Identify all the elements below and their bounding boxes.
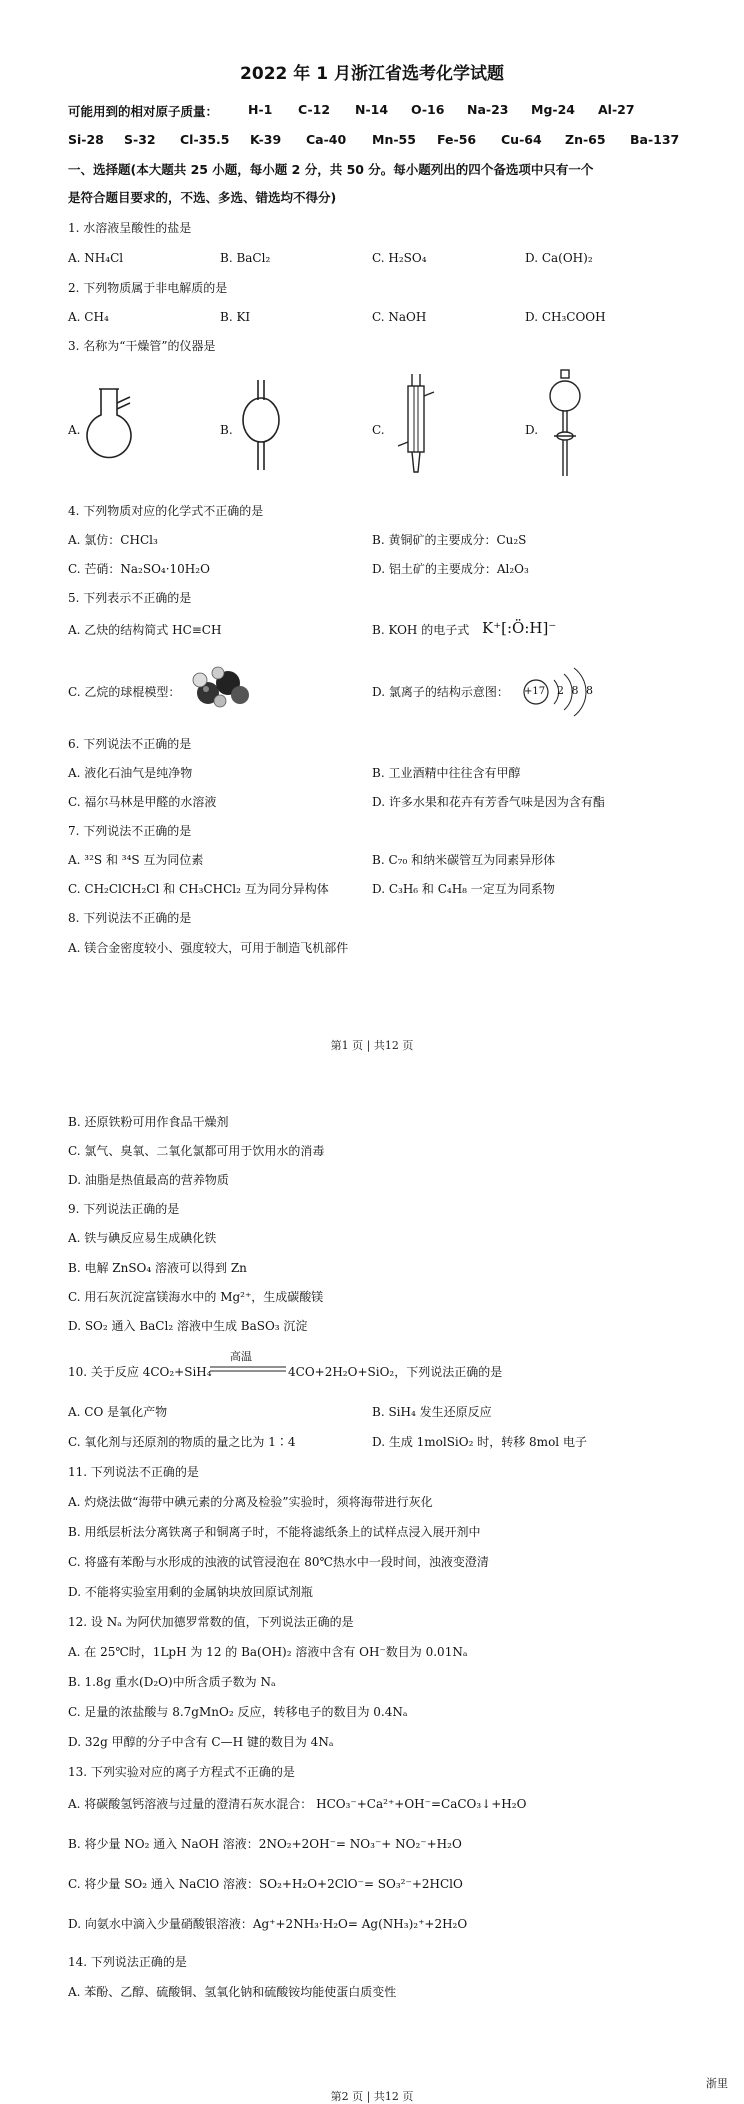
q4-option-d: D. 铝土矿的主要成分：Al₂O₃ [372, 562, 529, 576]
q4-option-a: A. 氯仿：CHCl₃ [68, 533, 158, 547]
q12-option-b: B. 1.8g 重水(D₂O)中所含质子数为 Nₐ [68, 1675, 276, 1689]
q7-option-b: B. C₇₀ 和纳米碳管互为同素异形体 [372, 853, 556, 867]
q11-option-b: B. 用纸层析法分离铁离子和铜离子时，不能将滤纸条上的试样点浸入展开剂中 [68, 1525, 481, 1539]
q10-option-b: B. SiH₄ 发生还原反应 [372, 1405, 492, 1419]
q6-option-b: B. 工业酒精中往往含有甲醇 [372, 766, 521, 780]
drying-tube-icon [236, 378, 286, 473]
page-title: 2022 年 1 月浙江省选考化学试题 [240, 64, 504, 84]
q6-option-d: D. 许多水果和花卉有芳香气味是因为含有酯 [372, 795, 605, 809]
q8-option-b: B. 还原铁粉可用作食品干燥剂 [68, 1115, 229, 1129]
q5-stem: 5. 下列表示不正确的是 [68, 591, 192, 605]
q4-stem: 4. 下列物质对应的化学式不正确的是 [68, 504, 264, 518]
q11-option-a: A. 灼烧法做“海带中碘元素的分离及检验”实验时，须将海带进行灰化 [68, 1495, 433, 1509]
q3-option-c: C. [372, 423, 385, 437]
mass-c: C-12 [298, 102, 331, 117]
q14-stem: 14. 下列说法正确的是 [68, 1955, 187, 1969]
mass-mg: Mg-24 [531, 102, 575, 117]
q10-option-c: C. 氧化剂与还原剂的物质的量之比为 1∶4 [68, 1435, 296, 1449]
q12-stem: 12. 设 Nₐ 为阿伏加德罗常数的值，下列说法正确的是 [68, 1615, 354, 1629]
mass-ba: Ba-137 [630, 132, 680, 147]
mass-si: Si-28 [68, 132, 104, 147]
q6-stem: 6. 下列说法不正确的是 [68, 737, 192, 751]
q14-option-a: A. 苯酚、乙醇、硫酸铜、氢氧化钠和硫酸铵均能使蛋白质变性 [68, 1985, 397, 1999]
q8-option-d: D. 油脂是热值最高的营养物质 [68, 1173, 229, 1187]
q9-option-a: A. 铁与碘反应易生成碘化铁 [68, 1231, 217, 1245]
round-bottom-flask-icon [84, 385, 134, 470]
q1-option-c: C. H₂SO₄ [372, 251, 427, 265]
condenser-icon [392, 372, 442, 477]
mass-cu: Cu-64 [501, 132, 542, 147]
q8-option-a: A. 镁合金密度较小、强度较大，可用于制造飞机部件 [68, 941, 349, 955]
q10-stem-right: 4CO+2H₂O+SiO₂，下列说法正确的是 [288, 1365, 503, 1379]
q11-option-c: C. 将盛有苯酚与水形成的浊液的试管浸泡在 80℃热水中一段时间，浊液变澄清 [68, 1555, 489, 1569]
q13-option-b: B. 将少量 NO₂ 通入 NaOH 溶液：2NO₂+2OH⁻= NO₃⁻+ NO₂⁻+H₂O [68, 1837, 462, 1851]
q9-option-d: D. SO₂ 通入 BaCl₂ 溶液中生成 BaSO₃ 沉淀 [68, 1319, 308, 1333]
mass-k: K-39 [250, 132, 282, 147]
q7-option-a: A. ³²S 和 ³⁴S 互为同位素 [68, 853, 204, 867]
q1-option-d: D. Ca(OH)₂ [525, 251, 593, 265]
q6-option-c: C. 福尔马林是甲醛的水溶液 [68, 795, 217, 809]
q1-stem: 1. 水溶液呈酸性的盐是 [68, 221, 192, 235]
ethane-ball-stick-model-icon [190, 665, 254, 709]
page-footer-2: 第2 页 | 共12 页 [330, 2090, 414, 2103]
q5-option-b: B. KOH 的电子式 [372, 623, 470, 637]
q9-option-b: B. 电解 ZnSO₄ 溶液可以得到 Zn [68, 1261, 247, 1275]
q11-stem: 11. 下列说法不正确的是 [68, 1465, 199, 1479]
mass-na: Na-23 [467, 102, 509, 117]
q8-option-c: C. 氯气、臭氧、二氧化氯都可用于饮用水的消毒 [68, 1144, 325, 1158]
mass-n: N-14 [355, 102, 389, 117]
q13-stem: 13. 下列实验对应的离子方程式不正确的是 [68, 1765, 295, 1779]
q2-option-c: C. NaOH [372, 310, 427, 324]
q4-option-b: B. 黄铜矿的主要成分：Cu₂S [372, 533, 527, 547]
q12-option-c: C. 足量的浓盐酸与 8.7gMnO₂ 反应，转移电子的数目为 0.4Nₐ [68, 1705, 408, 1719]
section-header-line1: 一、选择题(本大题共 25 小题，每小题 2 分，共 50 分。每小题列出的四个备选项中只有一个 [68, 162, 594, 177]
mass-mn: Mn-55 [372, 132, 416, 147]
mass-al: Al-27 [598, 102, 635, 117]
separatory-funnel-icon [540, 368, 590, 480]
q1-option-a: A. NH₄Cl [68, 251, 124, 265]
mass-cl: Cl-35.5 [180, 132, 230, 147]
mass-fe: Fe-56 [437, 132, 477, 147]
section-header-line2: 是符合题目要求的，不选、多选、错选均不得分) [68, 190, 337, 205]
q11-option-d: D. 不能将实验室用剩的金属钠块放回原试剂瓶 [68, 1585, 313, 1599]
q3-option-d: D. [525, 423, 539, 437]
q7-option-d: D. C₃H₆ 和 C₄H₈ 一定互为同系物 [372, 882, 555, 896]
q6-option-a: A. 液化石油气是纯净物 [68, 766, 193, 780]
q12-option-a: A. 在 25℃时，1LpH 为 12 的 Ba(OH)₂ 溶液中含有 OH⁻数目为 0.01Nₐ [68, 1645, 468, 1659]
q3-option-b: B. [220, 423, 233, 437]
q2-option-a: A. CH₄ [68, 310, 109, 324]
reaction-equals-sign [210, 1366, 286, 1374]
q5-option-d: D. 氯离子的结构示意图： [372, 685, 509, 699]
koh-electron-formula: K⁺[:Ö:H]⁻ [482, 619, 557, 637]
q10-condition: 高温 [230, 1350, 252, 1363]
mass-zn: Zn-65 [565, 132, 606, 147]
q1-option-b: B. BaCl₂ [220, 251, 271, 265]
q2-stem: 2. 下列物质属于非电解质的是 [68, 281, 228, 295]
mass-o: O-16 [411, 102, 445, 117]
q4-option-c: C. 芒硝：Na₂SO₄·10H₂O [68, 562, 210, 576]
q13-option-a: A. 将碳酸氢钙溶液与过量的澄清石灰水混合： HCO₃⁻+Ca²⁺+OH⁻=CaCO₃↓+H₂O [68, 1797, 527, 1811]
q9-stem: 9. 下列说法正确的是 [68, 1202, 180, 1216]
q7-option-c: C. CH₂ClCH₂Cl 和 CH₃CHCl₂ 互为同分异构体 [68, 882, 329, 896]
page-footer-1: 第1 页 | 共12 页 [330, 1039, 414, 1052]
q13-option-c: C. 将少量 SO₂ 通入 NaClO 溶液：SO₂+H₂O+2ClO⁻= SO₃²⁻+2HClO [68, 1877, 463, 1891]
q2-option-b: B. KI [220, 310, 251, 324]
q2-option-d: D. CH₃COOH [525, 310, 606, 324]
masses-label: 可能用到的相对原子质量： [68, 104, 219, 119]
mass-h: H-1 [248, 102, 273, 117]
q5-option-c: C. 乙烷的球棍模型： [68, 685, 181, 699]
mass-s: S-32 [124, 132, 156, 147]
corner-text: 浙里 [706, 2077, 728, 2090]
q12-option-d: D. 32g 甲醇的分子中含有 C—H 键的数目为 4Nₐ [68, 1735, 334, 1749]
q10-option-d: D. 生成 1molSiO₂ 时，转移 8mol 电子 [372, 1435, 587, 1449]
q3-option-a: A. [68, 423, 81, 437]
mass-ca: Ca-40 [306, 132, 347, 147]
chloride-nucleus-charge: +17 [524, 686, 546, 697]
q10-stem-left: 10. 关于反应 4CO₂+SiH₄ [68, 1365, 212, 1379]
q3-stem: 3. 名称为“干燥管”的仪器是 [68, 339, 216, 353]
q8-stem: 8. 下列说法不正确的是 [68, 911, 192, 925]
q10-option-a: A. CO 是氧化产物 [68, 1405, 168, 1419]
chloride-electron-shells: 2 8 8 [557, 684, 595, 697]
q9-option-c: C. 用石灰沉淀富镁海水中的 Mg²⁺，生成碳酸镁 [68, 1290, 324, 1304]
q5-option-a: A. 乙炔的结构简式 HC≡CH [68, 623, 222, 637]
q7-stem: 7. 下列说法不正确的是 [68, 824, 192, 838]
q13-option-d: D. 向氨水中滴入少量硝酸银溶液：Ag⁺+2NH₃·H₂O= Ag(NH₃)₂⁺+2H₂O [68, 1917, 468, 1931]
